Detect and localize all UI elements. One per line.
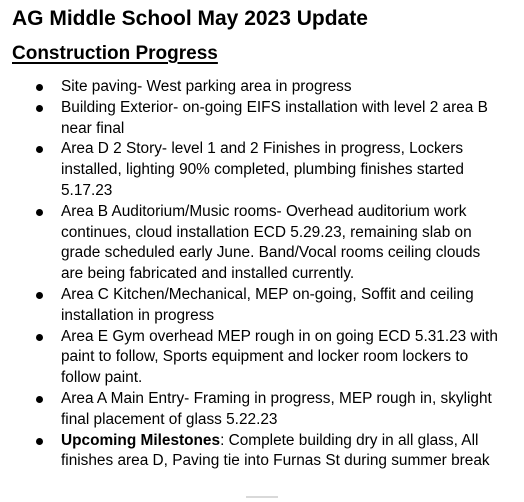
bullet-text: Area E Gym overhead MEP rough in on going ECD 5.31.23 with paint to follow, Sports equipment and locker room lockers to follow paint.	[61, 327, 498, 387]
progress-bullet-list	[36, 77, 506, 472]
bullet-item	[36, 202, 506, 285]
bullet-item	[36, 327, 506, 389]
bullet-item-milestones	[36, 431, 506, 473]
bullet-text: : Complete building dry in all glass, All finishes area D, Paving tie into Furnas St during summer break	[61, 431, 490, 470]
bullet-item	[36, 285, 506, 327]
page-footer-mark	[246, 496, 278, 498]
bullet-dot-icon	[36, 438, 43, 445]
bullet-dot-icon	[36, 209, 43, 216]
bullet-item	[36, 139, 506, 201]
document-title: AG Middle School May 2023 Update	[12, 7, 368, 30]
milestones-label: Upcoming Milestones	[61, 431, 221, 449]
bullet-dot-icon	[36, 396, 43, 403]
bullet-dot-icon	[36, 292, 43, 299]
bullet-dot-icon	[36, 334, 43, 341]
section-heading: Construction Progress	[12, 43, 218, 64]
bullet-item	[36, 389, 506, 431]
bullet-text: Area A Main Entry- Framing in progress, MEP rough in, skylight final placement of glass 5.22.23	[61, 389, 492, 428]
bullet-text: Area D 2 Story- level 1 and 2 Finishes in progress, Lockers installed, lighting 90% completed, plumbing finishes started 5.17.23	[61, 140, 464, 199]
bullet-dot-icon	[36, 105, 43, 112]
bullet-item	[36, 77, 506, 98]
bullet-text: Area C Kitchen/Mechanical, MEP on-going, Soffit and ceiling installation in progress	[61, 285, 474, 324]
bullet-text: Building Exterior- on-going EIFS installation with level 2 area B near final	[61, 98, 488, 137]
bullet-item	[36, 98, 506, 140]
bullet-dot-icon	[36, 146, 43, 153]
bullet-dot-icon	[36, 84, 43, 91]
bullet-text: Site paving- West parking area in progress	[61, 78, 352, 95]
bullet-text: Area B Auditorium/Music rooms- Overhead auditorium work continues, cloud installation ECD 5.29.23, remaining slab on grade scheduled early June. Band/Vocal rooms ceiling clouds are being fabricated and installed currently.	[61, 202, 481, 283]
